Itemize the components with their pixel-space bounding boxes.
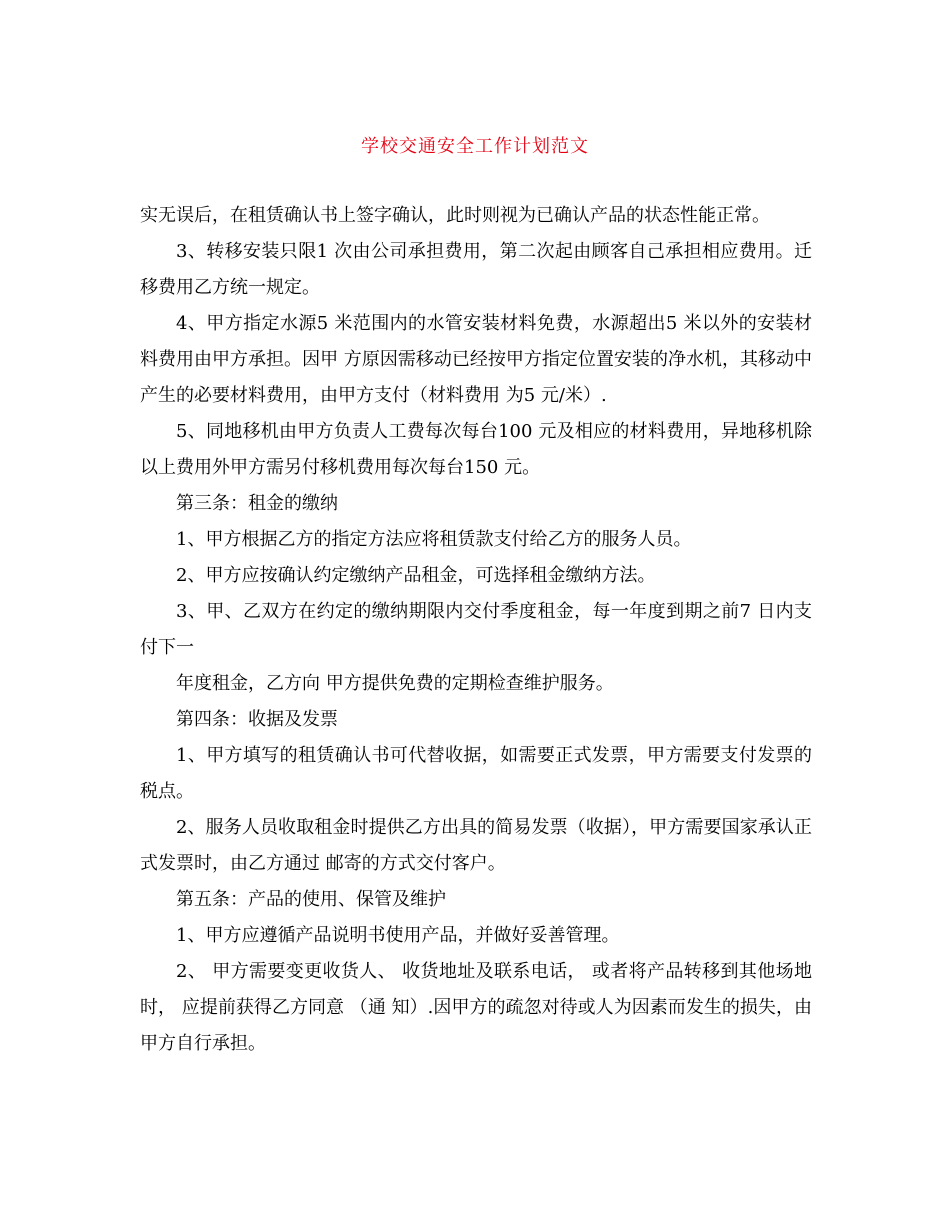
paragraph: 3、甲、乙双方在约定的缴纳期限内交付季度租金，每一年度到期之前7 日内支付下一 [140, 601, 812, 658]
section-heading: 第三条：租金的缴纳 [176, 493, 338, 514]
paragraph: 3、转移安装只限1 次由公司承担费用，第二次起由顾客自己承担相应费用。迁移费用乙方统一规定。 [140, 241, 812, 298]
paragraph: 4、甲方指定水源5 米范围内的水管安装材料免费，水源超出5 米以外的安装材料费用由甲方承担。因甲 方原因需移动已经按甲方指定位置安装的净水机，其移动中产生的必要材料费用，由甲方支付（材料费用 为5 元/米）. [140, 313, 812, 406]
paragraph: 5、同地移机由甲方负责人工费每次每台100 元及相应的材料费用，异地移机除以上费用外甲方需另付移机费用每次每台150 元。 [140, 421, 812, 478]
paragraph: 1、甲方根据乙方的指定方法应将租赁款支付给乙方的服务人员。 [176, 529, 692, 550]
paragraph: 1、甲方填写的租赁确认书可代替收据，如需要正式发票，甲方需要支付发票的税点。 [140, 745, 812, 802]
paragraph: 2、甲方应按确认约定缴纳产品租金，可选择租金缴纳方法。 [176, 565, 656, 586]
paragraph: 1、甲方应遵循产品说明书使用产品，并做好妥善管理。 [176, 925, 620, 946]
document-body [140, 198, 812, 1062]
section-heading: 第五条：产品的使用、保管及维护 [176, 889, 446, 910]
document-title: 学校交通安全工作计划范文 [361, 136, 589, 157]
paragraph: 年度租金，乙方向 甲方提供免费的定期检查维护服务。 [176, 673, 614, 694]
paragraph: 2、 甲方需要变更收货人、 收货地址及联系电话， 或者将产品转移到其他场地时， 应提前获得乙方同意 （通 知）.因甲方的疏忽对待或人为因素而发生的损失，由甲方自行承担。 [140, 961, 812, 1054]
paragraph: 实无误后，在租赁确认书上签字确认，此时则视为已确认产品的状态性能正常。 [140, 205, 770, 226]
paragraph: 2、服务人员收取租金时提供乙方出具的简易发票（收据），甲方需要国家承认正式发票时，由乙方通过 邮寄的方式交付客户。 [140, 817, 812, 874]
section-heading: 第四条：收据及发票 [176, 709, 338, 730]
